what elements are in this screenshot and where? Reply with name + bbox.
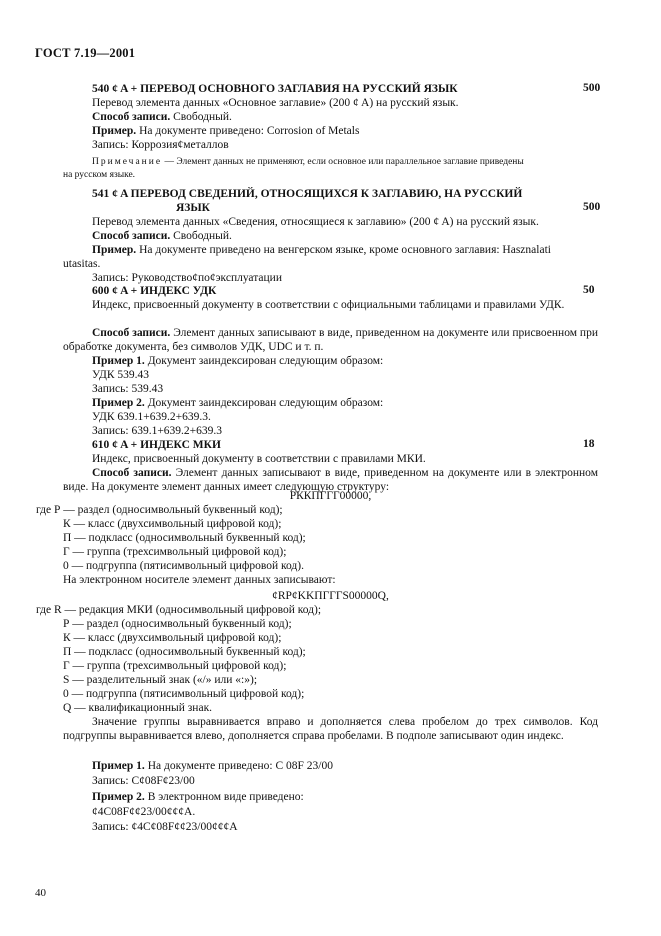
- section-540-note-cont: на русском языке.: [63, 170, 136, 180]
- page-number: 40: [35, 887, 46, 899]
- legend-2-row: П — подкласс (односимвольный буквенный код);: [63, 646, 306, 658]
- section-540-heading: 540 ȼ A + ПЕРЕВОД ОСНОВНОГО ЗАГЛАВИЯ НА РУССКИЙ ЯЗЫК: [92, 83, 458, 95]
- legend-2-row: Р — раздел (односимвольный буквенный код);: [63, 618, 292, 630]
- method-label: Способ записи.: [92, 111, 171, 123]
- example-label: Пример 1.: [92, 355, 145, 367]
- section-541-heading: 541 ȼ A ПЕРЕВОД СВЕДЕНИЙ, ОТНОСЯЩИХСЯ К ЗАГЛАВИЮ, НА РУССКИЙ: [92, 188, 523, 200]
- section-541-example-cont: utasitas.: [63, 258, 101, 270]
- section-540-note: [92, 156, 524, 169]
- section-541-method: [92, 229, 232, 243]
- method-text: Свободный.: [170, 230, 232, 242]
- section-600-example-1-line: УДК 539.43: [92, 369, 149, 381]
- note-label: Примечание: [92, 157, 163, 167]
- legend-1-row: К — класс (двухсимвольный цифровой код);: [63, 518, 282, 530]
- example-text: Документ заиндексирован следующим образом:: [144, 355, 384, 367]
- section-600-example-2: [92, 396, 383, 410]
- note-text: — Элемент данных не применяют, если основное или параллельное заглавие приведены: [162, 157, 524, 167]
- document-header: ГОСТ 7.19—2001: [35, 46, 136, 60]
- structure-on-document: РККПГГГ00000,: [289, 490, 372, 502]
- method-label: Способ записи.: [92, 327, 171, 339]
- legend-2-row: Q — квалификационный знак.: [63, 702, 213, 714]
- legend-1-row: 0 — подгруппа (пятисимвольный цифровой код).: [63, 560, 304, 572]
- section-540-record: Запись: Коррозияȼметаллов: [92, 139, 229, 151]
- method-text: Свободный.: [170, 111, 232, 123]
- example-label: Пример 2.: [92, 397, 145, 409]
- section-540-description: Перевод элемента данных «Основное заглавие» (200 ȼ A) на русский язык.: [92, 97, 459, 109]
- section-610-example-2: [92, 790, 304, 804]
- section-610-example-1: [92, 759, 333, 773]
- legend-1-row: П — подкласс (односимвольный буквенный код);: [63, 532, 306, 544]
- section-610-example-2-line: ȼ4C08Fȼȼ23/00ȼȼȼA.: [92, 806, 196, 818]
- legend-1-row: где Р — раздел (односимвольный буквенный код);: [36, 504, 283, 516]
- section-540-length: 500: [583, 82, 601, 94]
- section-541-length: 500: [583, 201, 601, 213]
- legend-2-row: где R — редакция МКИ (односимвольный цифровой код);: [36, 604, 322, 616]
- legend-2-row: 0 — подгруппа (пятисимвольный цифровой код);: [63, 688, 305, 700]
- section-600-example-1: [92, 354, 383, 368]
- example-text: На документе приведено: С 08F 23/00: [144, 760, 333, 772]
- section-610-example-1-record: Запись: Сȼ08Fȼ23/00: [92, 775, 195, 787]
- example-label: Пример 1.: [92, 760, 145, 772]
- section-541-record: Запись: Руководствоȼпоȼэксплуатации: [92, 272, 282, 284]
- section-600-example-2-record: Запись: 639.1+639.2+639.3: [92, 425, 223, 437]
- section-600-method: [63, 326, 598, 354]
- method-label: Способ записи.: [92, 230, 171, 242]
- method-label: Способ записи.: [92, 467, 172, 479]
- section-600-heading: 600 ȼ A + ИНДЕКС УДК: [92, 285, 217, 297]
- example-text: В электронном виде приведено:: [144, 791, 304, 803]
- example-label: Пример.: [92, 244, 137, 256]
- legend-2-row: Г — группа (трехсимвольный цифровой код);: [63, 660, 287, 672]
- example-text: На документе приведено на венгерском языке, кроме основного заглавия: Hasznalati: [136, 244, 551, 256]
- section-541-heading-cont: ЯЗЫК: [176, 202, 211, 214]
- method-text: Элемент данных записывают в виде, приведенном на документе или присвоенном при обработке документа, без символов УДК, UDC и т. п.: [63, 327, 598, 353]
- structure-electronic: ȼRPȼKKПГГГS00000Q,: [272, 590, 389, 602]
- legend-2-row: S — разделительный знак («/» или «:»);: [63, 674, 258, 686]
- section-541-example: [92, 243, 551, 257]
- section-600-example-1-record: Запись: 539.43: [92, 383, 164, 395]
- example-text: Документ заиндексирован следующим образом:: [144, 397, 384, 409]
- section-610-heading: 610 ȼ A + ИНДЕКС МКИ: [92, 439, 221, 451]
- section-610-example-2-record: Запись: ȼ4Cȼ08Fȼȼ23/00ȼȼȼA: [92, 821, 238, 833]
- example-label: Пример 2.: [92, 791, 145, 803]
- section-600-example-2-line: УДК 639.1+639.2+639.3.: [92, 411, 211, 423]
- legend-2-row: К — класс (двухсимвольный цифровой код);: [63, 632, 282, 644]
- section-600-description: Индекс, присвоенный документу в соответствии с официальными таблицами и правилами УДК.: [92, 299, 565, 311]
- section-540-method: [92, 110, 232, 124]
- method-text: Элемент данных записывают в виде, приведенном на документе или в электронном виде. На документе элемент данных имеет следующую структуру:: [63, 467, 598, 493]
- section-600-length: 50: [583, 284, 595, 296]
- legend-1-row: Г — группа (трехсимвольный цифровой код);: [63, 546, 287, 558]
- section-541-description: Перевод элемента данных «Сведения, относящиеся к заглавию» (200 ȼ A) на русский язык.: [92, 216, 539, 228]
- example-label: Пример.: [92, 125, 137, 137]
- legend-1-row: На электронном носителе элемент данных записывают:: [63, 574, 336, 586]
- section-540-example: [92, 124, 359, 138]
- section-610-description: Индекс, присвоенный документу в соответствии с правилами МКИ.: [92, 453, 426, 465]
- section-610-length: 18: [583, 438, 595, 450]
- example-text: На документе приведено: Corrosion of Metals: [136, 125, 360, 137]
- alignment-rule: Значение группы выравнивается вправо и дополняется слева пробелом до трех символов. Код подгруппы выравнивается влево, дополняется справа пробелами. В подполе записывают один индекс.: [63, 716, 598, 742]
